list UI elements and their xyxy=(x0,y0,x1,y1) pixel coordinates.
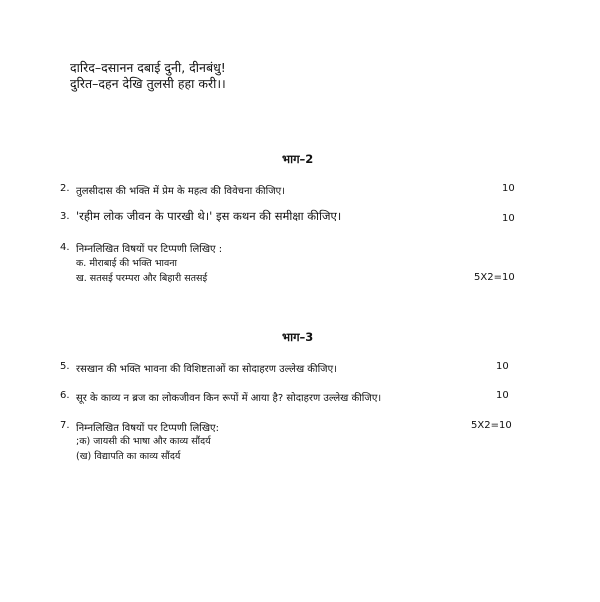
verse-line-2: दुरित–दहन देखि तुलसी हहा करी।। xyxy=(70,76,226,91)
question-4-sub-b: ख. सतसई परम्परा और बिहारी सतसई xyxy=(76,273,208,284)
question-2-text: तुलसीदास की भक्ति में प्रेम के महत्व की विवेचना कीजिए। xyxy=(76,186,285,197)
question-2-number: 2. xyxy=(60,183,70,194)
question-4-sub-a: क. मीराबाई की भक्ति भावना xyxy=(76,258,177,269)
question-7-sub-b: (ख) विद्यापति का काव्य सौंदर्य xyxy=(76,451,181,462)
question-7-marks: 5X2=10 xyxy=(471,420,512,431)
question-7-sub-a: ;क) जायसी की भाषा और काव्य सौंदर्य xyxy=(76,436,211,447)
question-6-number: 6. xyxy=(60,390,70,401)
part-2-heading: भाग–2 xyxy=(282,152,314,166)
question-5-marks: 10 xyxy=(496,361,509,372)
question-6-marks: 10 xyxy=(496,390,509,401)
part-3-heading: भाग–3 xyxy=(282,330,314,344)
question-5-number: 5. xyxy=(60,361,70,372)
question-7-number: 7. xyxy=(60,420,70,431)
question-6-text: सूर के काव्य न ब्रज का लोकजीवन किन रूपों में आया है? सोदाहरण उल्लेख कीजिए। xyxy=(76,393,382,404)
question-4-number: 4. xyxy=(60,242,70,253)
question-4-text: निम्नलिखित विषयों पर टिप्पणी लिखिए : xyxy=(76,244,223,255)
question-7-text: निम्नलिखित विषयों पर टिप्पणी लिखिए: xyxy=(76,423,219,434)
question-5-text: रसखान की भक्ति भावना की विशिष्टताओं का सोदाहरण उल्लेख कीजिए। xyxy=(76,364,337,375)
question-2-marks: 10 xyxy=(502,183,515,194)
question-3-marks: 10 xyxy=(502,213,515,224)
verse-line-1: दारिद–दसानन दबाई दुनी, दीनबंधु! xyxy=(70,60,226,75)
question-3-text: 'रहीम लोक जीवन के पारखी थे।' इस कथन की समीक्षा कीजिए। xyxy=(76,209,342,223)
question-4-marks: 5X2=10 xyxy=(474,272,515,283)
question-3-number: 3. xyxy=(60,211,70,222)
